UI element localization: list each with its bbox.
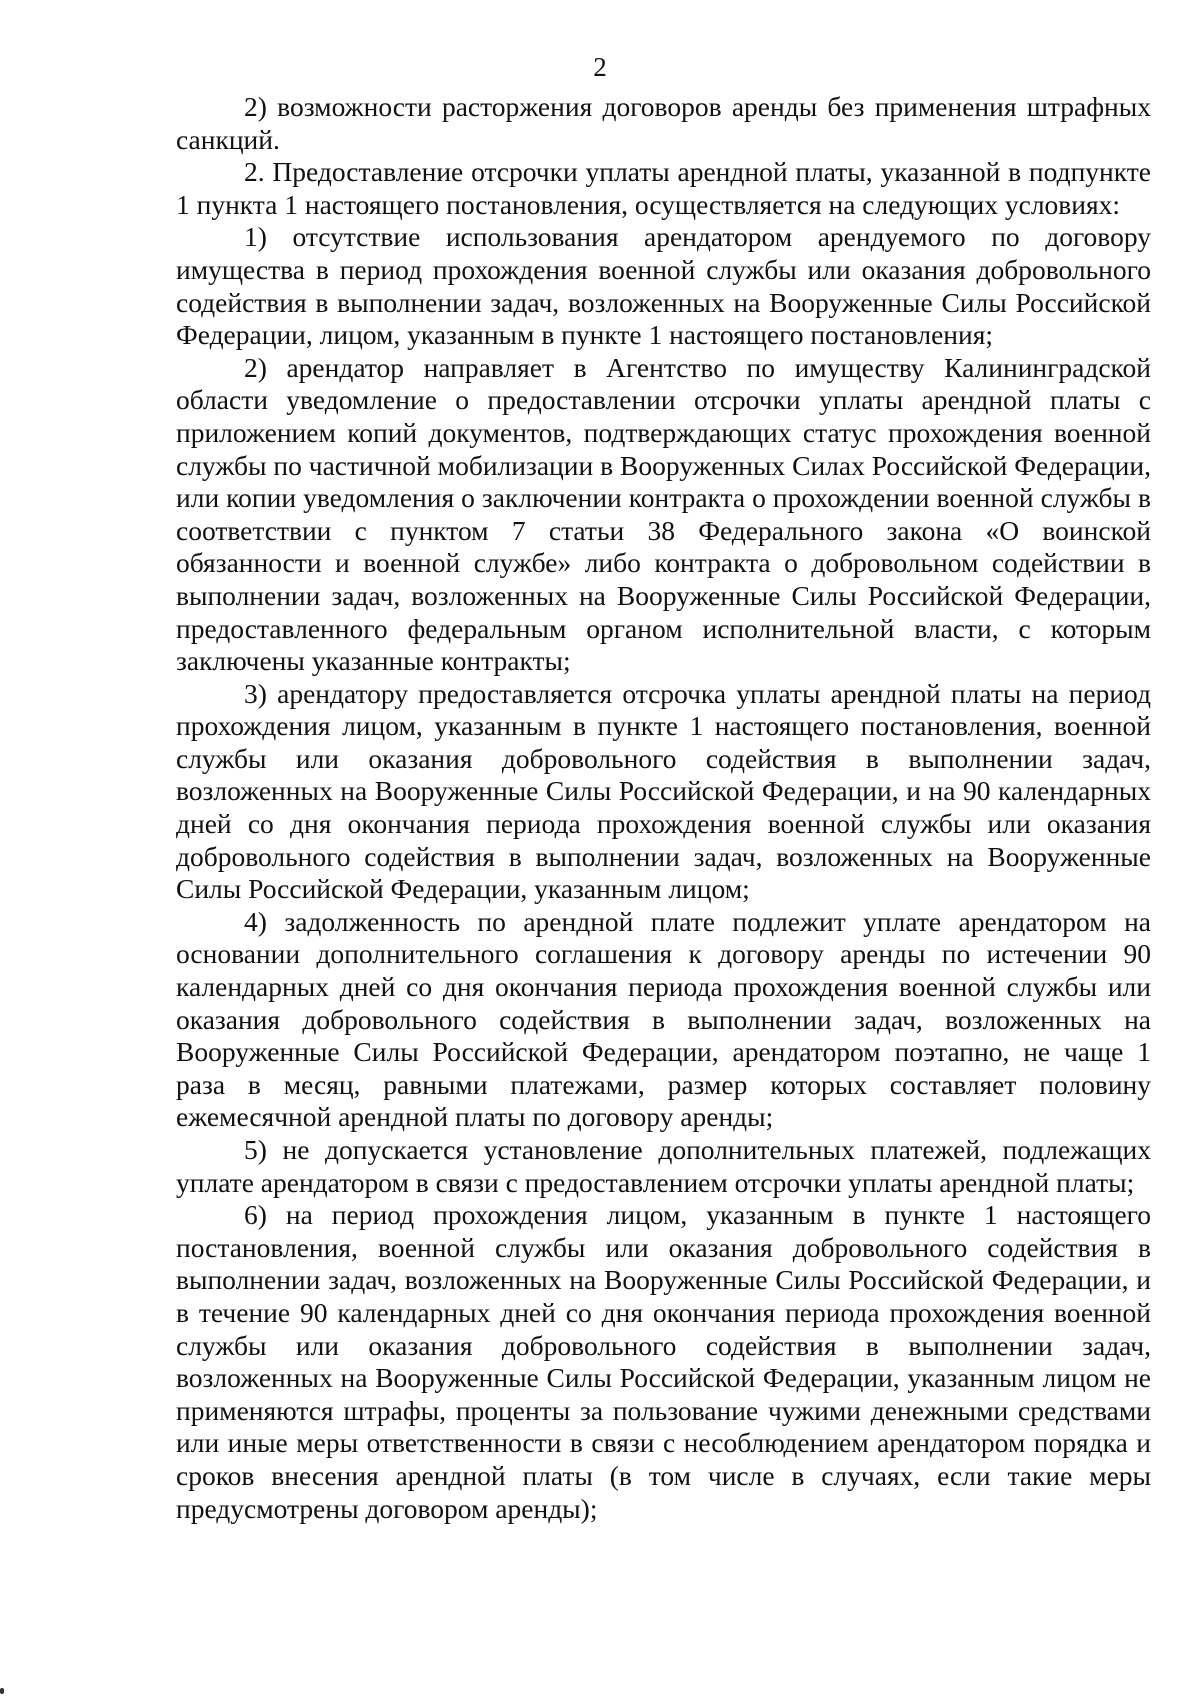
- paragraph-condition-5: 5) не допускается установление дополнительных платежей, подлежащих уплате арендатором в связи с предоставлением отсрочки уплаты арендной платы;: [176, 1134, 1151, 1198]
- paragraph-condition-1: 1) отсутствие использования арендатором арендуемого по договору имущества в период прохождения военной службы или оказания добровольного содействия в выполнении задач, возложенных на Вооруженные Силы Российской Федерации, лицом, указанным в пункте 1 настоящего постановления;: [176, 221, 1151, 351]
- paragraph-termination-without-penalties: 2) возможности расторжения договоров аренды без применения штрафных санкций.: [176, 91, 1151, 155]
- paragraph-condition-3: 3) арендатору предоставляется отсрочка уплаты арендной платы на период прохождения лицом, указанным в пункте 1 настоящего постановления, военной службы или оказания добровольного содействия в выполнении задач, возложенных на Вооруженные Силы Российской Федерации, и на 90 календарных дней со дня окончания периода прохождения военной службы или оказания добровольного содействия в выполнении задач, возложенных на Вооруженные Силы Российской Федерации, указанным лицом;: [176, 677, 1151, 905]
- paragraph-condition-6: 6) на период прохождения лицом, указанным в пункте 1 настоящего постановления, военной службы или оказания добровольного содействия в выполнении задач, возложенных на Вооруженные Силы Российской Федерации, и в течение 90 календарных дней со дня окончания периода прохождения военной службы или оказания добровольного содействия в выполнении задач, возложенных на Вооруженные Силы Российской Федерации, указанным лицом не применяются штрафы, проценты за пользование чужими денежными средствами или иные меры ответственности в связи с несоблюдением арендатором порядка и сроков внесения арендной платы (в том числе в случаях, если такие меры предусмотрены договором аренды);: [176, 1199, 1151, 1524]
- page-number: 2: [593, 52, 607, 82]
- scan-edge-mark: [0, 1688, 4, 1694]
- paragraph-condition-2: 2) арендатор направляет в Агентство по имуществу Калининградской области уведомление о предоставлении отсрочки уплаты арендной платы с приложением копий документов, подтверждающих статус прохождения военной службы по частичной мобилизации в Вооруженных Силах Российской Федерации, или копии уведомления о заключении контракта о прохождении военной службы в соответствии с пунктом 7 статьи 38 Федерального закона «О воинской обязанности и военной службе» либо контракта о добровольном содействии в выполнении задач, возложенных на Вооруженные Силы Российской Федерации, предоставленного федеральным органом исполнительной власти, с которым заключены указанные контракты;: [176, 351, 1151, 677]
- paragraph-deferral-conditions-intro: 2. Предоставление отсрочки уплаты арендной платы, указанной в подпункте 1 пункта 1 настоящего постановления, осуществляется на следующих условиях:: [176, 156, 1151, 220]
- paragraph-condition-4: 4) задолженность по арендной плате подлежит уплате арендатором на основании дополнительного соглашения к договору аренды по истечении 90 календарных дней со дня окончания периода прохождения военной службы или оказания добровольного содействия в выполнении задач, возложенных на Вооруженные Силы Российской Федерации, арендатором поэтапно, не чаще 1 раза в месяц, равными платежами, размер которых составляет половину ежемесячной арендной платы по договору аренды;: [176, 905, 1151, 1133]
- document-body: [176, 91, 1151, 1525]
